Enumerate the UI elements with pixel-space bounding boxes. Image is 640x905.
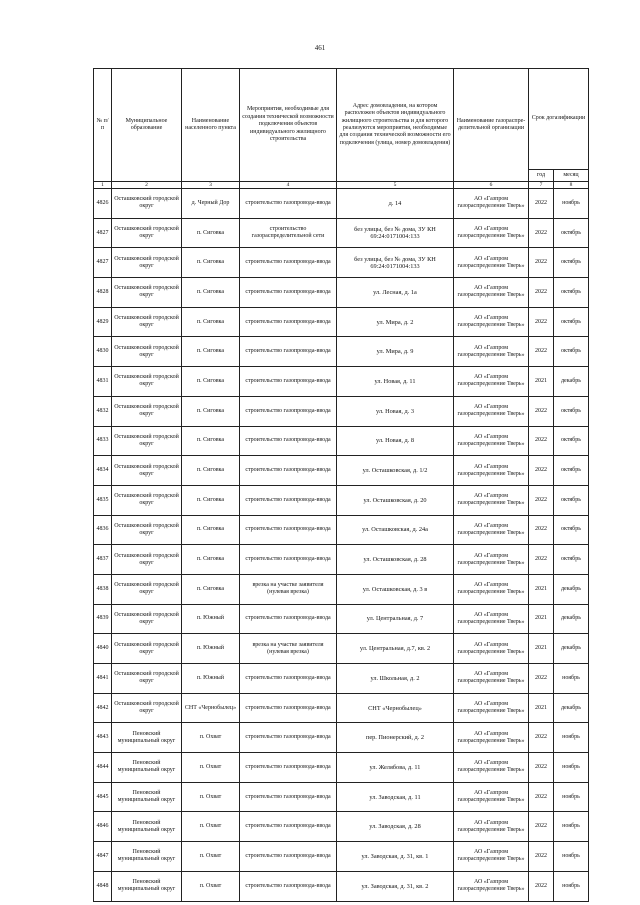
cell-org: АО «Газпром газораспределение Тверь» [454,189,529,219]
cell-month: октябрь [554,248,589,278]
cell-month: октябрь [554,515,589,545]
cell-year: 2022 [529,248,554,278]
cell-address: ул. Лесная, д. 1а [337,278,454,308]
cell-org: АО «Газпром газораспределение Тверь» [454,396,529,426]
cell-address: ул. Желябова, д. 11 [337,753,454,783]
cell-settlement: п. Сиговка [182,485,240,515]
header-month: месяц [554,170,589,182]
cell-address: ул. Новая, д. 11 [337,367,454,397]
cell-num: 4834 [94,456,112,486]
cell-municipality: Осташковский городской округ [112,545,182,575]
cell-month: ноябрь [554,664,589,694]
header-address: Адрес домовладения, на котором расположен объектов индивидуального жилищного строительства и для которого реализуются мероприятия, необходимые для создания технической возможности его подключения (улица, номер домовладения) [337,69,454,182]
table-row [94,634,589,664]
cell-address: ул. Мира, д. 2 [337,307,454,337]
cell-month: ноябрь [554,842,589,872]
cell-num: 4836 [94,515,112,545]
cell-address: ул. Осташковская, д. 1/2 [337,456,454,486]
cell-month: октябрь [554,307,589,337]
cell-month: октябрь [554,337,589,367]
cell-measures: строительство газопровода-ввода [240,426,337,456]
cell-num: 4831 [94,367,112,397]
cell-municipality: Осташковский городской округ [112,189,182,219]
cell-month: ноябрь [554,812,589,842]
cell-num: 4845 [94,782,112,812]
cell-org: АО «Газпром газораспределение Тверь» [454,248,529,278]
cell-settlement: п. Охват [182,753,240,783]
table-row [94,248,589,278]
cell-measures: строительство газопровода-ввода [240,337,337,367]
cell-month: октябрь [554,485,589,515]
cell-address: ул. Заводская, д. 11 [337,782,454,812]
cell-municipality: Осташковский городской округ [112,515,182,545]
cell-year: 2022 [529,426,554,456]
cell-municipality: Осташковский городской округ [112,367,182,397]
cell-municipality: Пеновский муниципальный округ [112,753,182,783]
cell-org: АО «Газпром газораспределение Тверь» [454,871,529,901]
cell-municipality: Пеновский муниципальный округ [112,871,182,901]
table-row [94,574,589,604]
cell-org: АО «Газпром газораспределение Тверь» [454,278,529,308]
cell-month: декабрь [554,634,589,664]
cell-month: октябрь [554,278,589,308]
cell-municipality: Осташковский городской округ [112,604,182,634]
cell-month: октябрь [554,456,589,486]
cell-settlement: п. Охват [182,723,240,753]
cell-municipality: Пеновский муниципальный округ [112,782,182,812]
cell-municipality: Осташковский городской округ [112,664,182,694]
cell-measures: врезка на участке заявителя (нулевая врезка) [240,574,337,604]
table-row [94,218,589,248]
cell-month: октябрь [554,396,589,426]
cell-org: АО «Газпром газораспределение Тверь» [454,782,529,812]
cell-measures: строительство газопровода-ввода [240,278,337,308]
cell-address: ул. Заводская, д. 31, кв. 1 [337,842,454,872]
cell-year: 2022 [529,723,554,753]
cell-measures: строительство газопровода-ввода [240,753,337,783]
cell-municipality: Осташковский городской округ [112,634,182,664]
cell-settlement: п. Южный [182,634,240,664]
cell-settlement: п. Сиговка [182,367,240,397]
cell-year: 2021 [529,604,554,634]
cell-num: 4839 [94,604,112,634]
cell-measures: строительство газораспределительной сети [240,218,337,248]
cell-measures: строительство газопровода-ввода [240,723,337,753]
header-deadline: Срок догазификации [529,69,589,170]
column-number: 6 [454,182,529,189]
cell-month: декабрь [554,574,589,604]
table-row [94,278,589,308]
cell-measures: строительство газопровода-ввода [240,307,337,337]
cell-address: ул. Осташковская, д. 3 в [337,574,454,604]
cell-month: декабрь [554,693,589,723]
cell-num: 4827 [94,248,112,278]
cell-settlement: п. Сиговка [182,426,240,456]
cell-measures: строительство газопровода-ввода [240,456,337,486]
header-municipality: Муниципальное образование [112,69,182,182]
header-year: год [529,170,554,182]
table-row [94,515,589,545]
cell-org: АО «Газпром газораспределение Тверь» [454,307,529,337]
cell-num: 4828 [94,278,112,308]
cell-month: октябрь [554,218,589,248]
cell-org: АО «Газпром газораспределение Тверь» [454,218,529,248]
table-row [94,485,589,515]
cell-municipality: Осташковский городской округ [112,278,182,308]
cell-measures: строительство газопровода-ввода [240,545,337,575]
cell-org: АО «Газпром газораспределение Тверь» [454,604,529,634]
cell-municipality: Осташковский городской округ [112,248,182,278]
cell-num: 4832 [94,396,112,426]
document-sheet [93,68,588,902]
cell-year: 2022 [529,307,554,337]
cell-year: 2022 [529,485,554,515]
table-row [94,812,589,842]
cell-address: ул. Заводская, д. 28 [337,812,454,842]
cell-num: 4841 [94,664,112,694]
cell-org: АО «Газпром газораспределение Тверь» [454,753,529,783]
cell-settlement: п. Сиговка [182,278,240,308]
column-number: 3 [182,182,240,189]
cell-org: АО «Газпром газораспределение Тверь» [454,456,529,486]
header-num: № п/п [94,69,112,182]
cell-measures: строительство газопровода-ввода [240,812,337,842]
cell-address: ул. Центральная, д. 7 [337,604,454,634]
cell-org: АО «Газпром газораспределение Тверь» [454,812,529,842]
cell-measures: строительство газопровода-ввода [240,367,337,397]
cell-org: АО «Газпром газораспределение Тверь» [454,367,529,397]
cell-year: 2022 [529,218,554,248]
column-number: 2 [112,182,182,189]
cell-municipality: Осташковский городской округ [112,218,182,248]
cell-address: ул. Заводская, д. 31, кв. 2 [337,871,454,901]
cell-address: без улицы, без № дома, ЗУ КН 69:24:0171004:133 [337,248,454,278]
cell-address: ул. Новая, д. 3 [337,396,454,426]
cell-address: ул. Новая, д. 8 [337,426,454,456]
cell-measures: строительство газопровода-ввода [240,664,337,694]
cell-settlement: д. Черный Дор [182,189,240,219]
column-number-row [94,182,589,189]
cell-num: 4829 [94,307,112,337]
table-row [94,664,589,694]
column-number: 4 [240,182,337,189]
cell-municipality: Осташковский городской округ [112,396,182,426]
cell-year: 2021 [529,574,554,604]
cell-address: ул. Мира, д. 9 [337,337,454,367]
cell-municipality: Осташковский городской округ [112,485,182,515]
cell-year: 2022 [529,664,554,694]
cell-num: 4826 [94,189,112,219]
cell-org: АО «Газпром газораспределение Тверь» [454,426,529,456]
cell-org: АО «Газпром газораспределение Тверь» [454,634,529,664]
table-row [94,367,589,397]
cell-measures: строительство газопровода-ввода [240,485,337,515]
cell-num: 4827 [94,218,112,248]
table-row [94,189,589,219]
cell-settlement: п. Сиговка [182,515,240,545]
cell-municipality: Пеновский муниципальный округ [112,723,182,753]
cell-year: 2022 [529,545,554,575]
cell-org: АО «Газпром газораспределение Тверь» [454,485,529,515]
cell-month: ноябрь [554,723,589,753]
cell-settlement: п. Сиговка [182,456,240,486]
cell-address: СНТ «Чернобылец» [337,693,454,723]
cell-settlement: п. Сиговка [182,218,240,248]
cell-measures: строительство газопровода-ввода [240,693,337,723]
cell-settlement: п. Охват [182,812,240,842]
cell-year: 2022 [529,396,554,426]
cell-year: 2022 [529,842,554,872]
table-row [94,842,589,872]
cell-org: АО «Газпром газораспределение Тверь» [454,723,529,753]
page-number: 461 [314,44,326,52]
column-number: 8 [554,182,589,189]
cell-measures: строительство газопровода-ввода [240,782,337,812]
cell-year: 2022 [529,871,554,901]
cell-settlement: п. Сиговка [182,307,240,337]
cell-org: АО «Газпром газораспределение Тверь» [454,545,529,575]
table-row [94,693,589,723]
cell-municipality: Осташковский городской округ [112,307,182,337]
cell-num: 4830 [94,337,112,367]
cell-org: АО «Газпром газораспределение Тверь» [454,693,529,723]
cell-year: 2022 [529,456,554,486]
cell-month: ноябрь [554,871,589,901]
gasification-table [93,68,589,902]
cell-measures: строительство газопровода-ввода [240,515,337,545]
table-row [94,871,589,901]
cell-year: 2022 [529,278,554,308]
cell-year: 2022 [529,782,554,812]
cell-address: ул. Осташковская, д. 24а [337,515,454,545]
cell-year: 2021 [529,693,554,723]
cell-municipality: Пеновский муниципальный округ [112,812,182,842]
table-row [94,337,589,367]
cell-municipality: Осташковский городской округ [112,574,182,604]
cell-address: ул. Школьная, д. 2 [337,664,454,694]
table-row [94,604,589,634]
table-row [94,396,589,426]
cell-month: декабрь [554,604,589,634]
cell-month: декабрь [554,367,589,397]
table-row [94,753,589,783]
header-org: Наименование газораспре-делительной организации [454,69,529,182]
column-number: 1 [94,182,112,189]
cell-settlement: п. Сиговка [182,574,240,604]
cell-municipality: Осташковский городской округ [112,693,182,723]
column-number: 7 [529,182,554,189]
cell-org: АО «Газпром газораспределение Тверь» [454,842,529,872]
cell-address: ул. Осташковская, д. 28 [337,545,454,575]
cell-measures: строительство газопровода-ввода [240,604,337,634]
cell-settlement: п. Охват [182,842,240,872]
cell-num: 4833 [94,426,112,456]
cell-address: ул. Осташковская, д. 20 [337,485,454,515]
cell-year: 2022 [529,337,554,367]
cell-settlement: п. Южный [182,604,240,634]
cell-measures: врезка на участке заявителя (нулевая врезка) [240,634,337,664]
cell-num: 4840 [94,634,112,664]
table-body [94,189,589,902]
cell-org: АО «Газпром газораспределение Тверь» [454,337,529,367]
cell-settlement: п. Сиговка [182,545,240,575]
table-row [94,545,589,575]
cell-settlement: СНТ «Чернобылец» [182,693,240,723]
cell-settlement: п. Охват [182,871,240,901]
cell-num: 4837 [94,545,112,575]
cell-settlement: п. Сиговка [182,396,240,426]
cell-month: ноябрь [554,782,589,812]
table-row [94,456,589,486]
cell-month: октябрь [554,545,589,575]
cell-measures: строительство газопровода-ввода [240,871,337,901]
cell-year: 2022 [529,812,554,842]
cell-municipality: Пеновский муниципальный округ [112,842,182,872]
cell-num: 4848 [94,871,112,901]
header-measures: Мероприятия, необходимые для создания технической возможности подключения объектов индивидуального жилищного строительства [240,69,337,182]
cell-month: ноябрь [554,753,589,783]
cell-num: 4842 [94,693,112,723]
cell-measures: строительство газопровода-ввода [240,396,337,426]
cell-year: 2022 [529,189,554,219]
cell-settlement: п. Сиговка [182,248,240,278]
cell-settlement: п. Охват [182,782,240,812]
cell-year: 2022 [529,515,554,545]
cell-num: 4838 [94,574,112,604]
cell-settlement: п. Сиговка [182,337,240,367]
cell-num: 4847 [94,842,112,872]
cell-measures: строительство газопровода-ввода [240,189,337,219]
cell-num: 4846 [94,812,112,842]
cell-address: пер. Пионерский, д. 2 [337,723,454,753]
cell-month: октябрь [554,426,589,456]
cell-org: АО «Газпром газораспределение Тверь» [454,664,529,694]
cell-settlement: п. Южный [182,664,240,694]
table-row [94,723,589,753]
table-row [94,307,589,337]
cell-num: 4844 [94,753,112,783]
cell-org: АО «Газпром газораспределение Тверь» [454,574,529,604]
cell-municipality: Осташковский городской округ [112,337,182,367]
cell-year: 2021 [529,367,554,397]
cell-year: 2021 [529,634,554,664]
cell-address: ул. Центральная, д.7, кв. 2 [337,634,454,664]
cell-measures: строительство газопровода-ввода [240,842,337,872]
cell-measures: строительство газопровода-ввода [240,248,337,278]
cell-num: 4835 [94,485,112,515]
table-row [94,426,589,456]
cell-month: ноябрь [554,189,589,219]
cell-municipality: Осташковский городской округ [112,456,182,486]
cell-address: д. 14 [337,189,454,219]
cell-num: 4843 [94,723,112,753]
cell-org: АО «Газпром газораспределение Тверь» [454,515,529,545]
table-row [94,782,589,812]
cell-year: 2022 [529,753,554,783]
header-settlement: Наименование населенного пункта [182,69,240,182]
cell-municipality: Осташковский городской округ [112,426,182,456]
column-number: 5 [337,182,454,189]
cell-address: без улицы, без № дома, ЗУ КН 69:24:0171004:133 [337,218,454,248]
